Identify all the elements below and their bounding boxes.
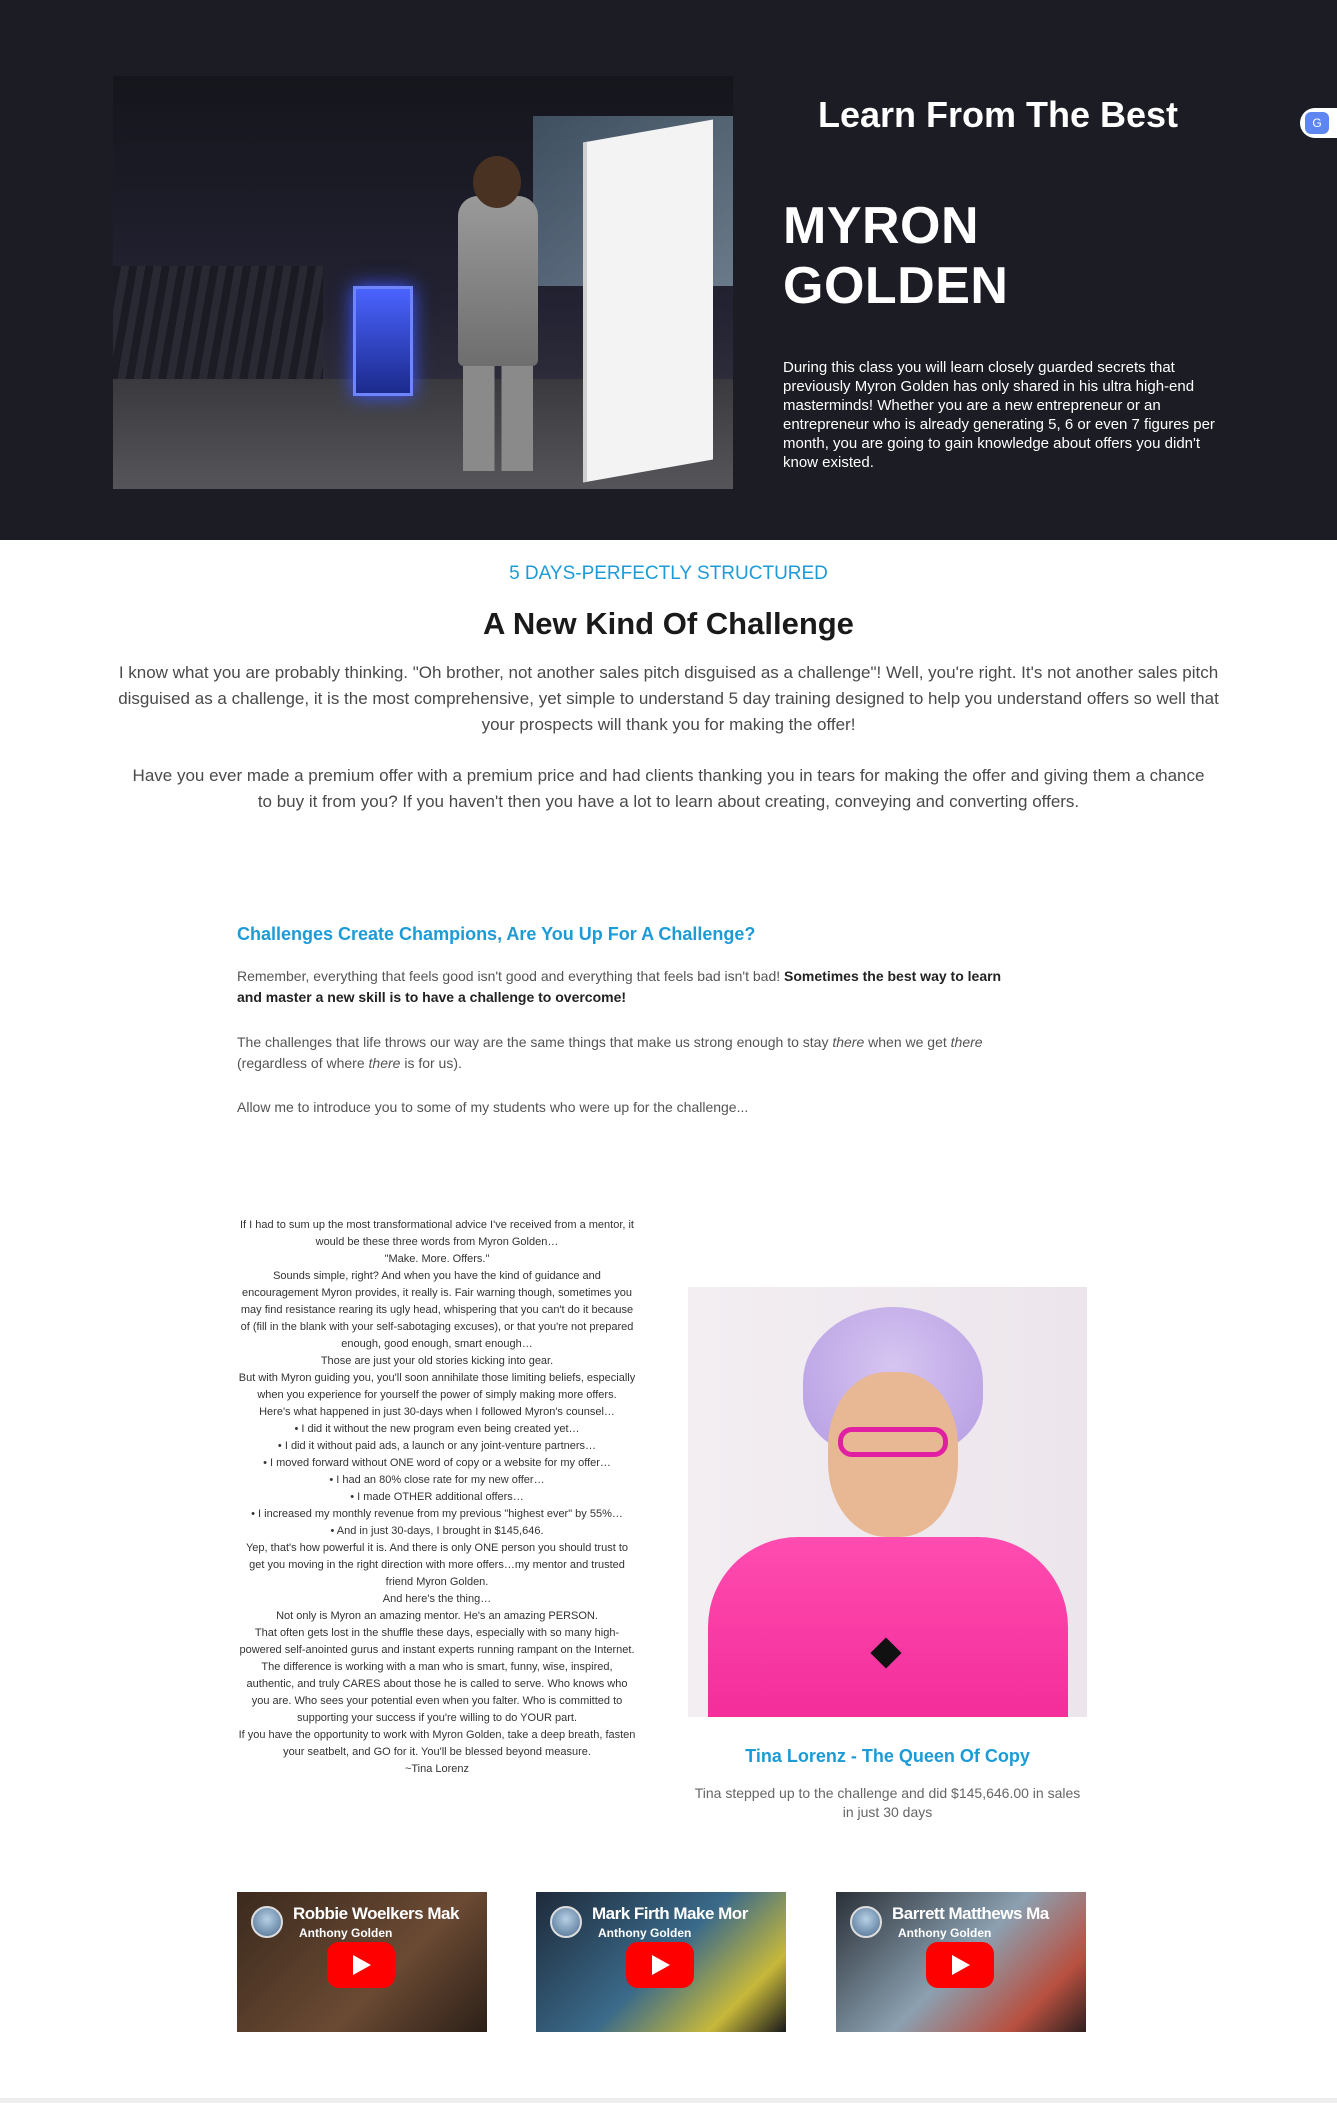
challenge-paragraph-2: Have you ever made a premium offer with a premium price and had clients thanking you in tears for making the offer and giving them a chance to buy it from you? If you haven't then you have a lot to learn about creating, conveying and converting offers. — [132, 766, 1205, 811]
champions-title: Challenges Create Champions, Are You Up For A Challenge? — [237, 924, 756, 944]
video-channel: Anthony Golden — [898, 1926, 992, 1940]
champions-p2-d: is for us). — [400, 1055, 462, 1071]
testimonial-line: • I made OTHER additional offers… — [350, 1491, 524, 1503]
speaker-head-shape — [473, 156, 521, 208]
tina-glasses-shape — [838, 1427, 948, 1457]
video-embed-mark[interactable] — [536, 1892, 786, 2032]
testimonial-line: • I did it without paid ads, a launch or any joint-venture partners… — [277, 1440, 597, 1452]
testimonial-name: Tina Lorenz - The Queen Of Copy — [745, 1746, 1030, 1766]
champions-p1-text: Remember, everything that feels good isn't good and everything that feels bad isn't bad! — [237, 968, 785, 984]
speaker-photo — [113, 76, 733, 489]
channel-avatar — [850, 1906, 882, 1938]
testimonial-line: Here's what happened in just 30-days when I followed Myron's counsel… — [259, 1406, 615, 1418]
challenge-title: A New Kind Of Challenge — [483, 606, 854, 641]
podium-shape — [353, 286, 413, 396]
play-button-icon[interactable] — [327, 1942, 395, 1988]
video-title: Barrett Matthews Ma — [892, 1904, 1049, 1923]
video-title: Mark Firth Make Mor — [592, 1904, 748, 1923]
testimonial-line: That often gets lost in the shuffle these days, especially with so many high-powered self-anointed gurus and instant experts running rampant on the Internet. — [239, 1627, 635, 1656]
channel-avatar — [251, 1906, 283, 1938]
video-embed-barrett[interactable] — [836, 1892, 1086, 2032]
challenge-paragraph-1: I know what you are probably thinking. "Oh brother, not another sales pitch disguised as a challenge"! Well, you're right. It's not another sales pitch disguised as a challenge, it is the most comprehensive, yet simple to understand 5 day training designed to help you understand offers so well that your prospects will thank you for making the offer! — [118, 663, 1219, 734]
testimonial-line: If you have the opportunity to work with Myron Golden, take a deep breath, fasten your seatbelt, and GO for it. You'll be blessed beyond measure. — [238, 1729, 636, 1758]
translate-icon: G — [1305, 112, 1329, 134]
challenge-eyebrow: 5 DAYS-PERFECTLY STRUCTURED — [509, 563, 828, 584]
testimonial-line: • I did it without the new program even being created yet… — [294, 1423, 580, 1435]
testimonial-line: But with Myron guiding you, you'll soon annihilate those limiting beliefs, especially when you experience for yourself the power of simply making more offers. — [238, 1372, 636, 1401]
testimonial-line: • I had an 80% close rate for my new offer… — [329, 1474, 545, 1486]
champions-p1-bold: Sometimes the best way to learn and master a new skill is to have a challenge to overcome! — [237, 968, 1002, 1005]
testimonial-line: Yep, that's how powerful it is. And there is only ONE person you should trust to get you moving in the right direction with more offers…my mentor and trusted friend Myron Golden. — [245, 1542, 628, 1588]
video-embed-robbie[interactable] — [237, 1892, 487, 2032]
champions-paragraph-2 — [237, 1032, 1017, 1074]
champions-paragraph-3: Allow me to introduce you to some of my students who were up for the challenge... — [237, 1099, 749, 1115]
hero-section — [0, 0, 1337, 540]
video-channel: Anthony Golden — [299, 1926, 393, 1940]
speaker-legs-shape — [463, 361, 533, 471]
translate-widget-button[interactable] — [1300, 108, 1337, 138]
testimonial-line: And here's the thing… — [382, 1593, 492, 1605]
video-title: Robbie Woelkers Mak — [293, 1904, 459, 1923]
video-channel: Anthony Golden — [598, 1926, 692, 1940]
channel-avatar — [550, 1906, 582, 1938]
champions-p2-there-1: there — [832, 1034, 865, 1050]
champions-p2-c: (regardless of where — [237, 1055, 369, 1071]
play-button-icon[interactable] — [626, 1942, 694, 1988]
footer-divider — [0, 2098, 1337, 2103]
testimonial-caption: Tina stepped up to the challenge and did $145,646.00 in sales in just 30 days — [694, 1785, 1081, 1820]
testimonial-line: ~Tina Lorenz — [404, 1763, 470, 1775]
tina-jacket-shape — [708, 1537, 1068, 1717]
testimonial-line: Sounds simple, right? And when you have the kind of guidance and encouragement Myron provides, it really is. Fair warning though, sometimes you may find resistance rearing its ugly head, whispering that you can't do it because of (fill in the blank with your self-sabotaging excuses), or that you're not prepared enough, good enough, smart enough… — [240, 1270, 634, 1350]
testimonial-line: The difference is working with a man who is smart, funny, wise, inspired, authentic, and truly CARES about those he is called to serve. Who knows who you are. Who sees your potential even when you falter. Who is committed to supporting your success if you're willing to do YOUR part. — [246, 1661, 628, 1724]
testimonial-line: • I increased my monthly revenue from my previous "highest ever" by 55%… — [251, 1508, 623, 1520]
testimonial-line: • I moved forward without ONE word of copy or a website for my offer… — [263, 1457, 611, 1469]
testimonial-line: If I had to sum up the most transformational advice I've received from a mentor, it would be these three words from Myron Golden… — [239, 1219, 634, 1248]
play-button-icon[interactable] — [926, 1942, 994, 1988]
speaker-body-shape — [458, 196, 538, 366]
champions-p2-b: when we get — [864, 1034, 951, 1050]
champions-p2-there-2: there — [950, 1034, 983, 1050]
testimonial-line: • And in just 30-days, I brought in $145,646. — [330, 1525, 544, 1537]
hero-title-small: Learn From The Best — [817, 94, 1179, 135]
hero-title-big: MYRON GOLDEN — [783, 197, 1009, 315]
hero-description: During this class you will learn closely guarded secrets that previously Myron Golden has only shared in his ultra high-end masterminds! Whether you are a new entrepreneur or an entrepreneur who is already generating 5, 6 or even 7 figures per month, you are going to gain knowledge about offers you didn't know existed. — [783, 359, 1215, 471]
champions-p2-there-3: there — [368, 1055, 401, 1071]
champions-p2-a: The challenges that life throws our way are the same things that make us strong enough to stay — [237, 1034, 833, 1050]
testimonial-line: Those are just your old stories kicking into gear. — [320, 1355, 554, 1367]
tina-lorenz-photo — [688, 1287, 1087, 1717]
flipchart-shape — [583, 120, 713, 483]
testimonial-line: Not only is Myron an amazing mentor. He's an amazing PERSON. — [276, 1610, 598, 1622]
testimonial-line: "Make. More. Offers." — [384, 1253, 490, 1265]
testimonial-text — [237, 1217, 637, 1778]
champions-paragraph-1 — [237, 966, 1017, 1008]
